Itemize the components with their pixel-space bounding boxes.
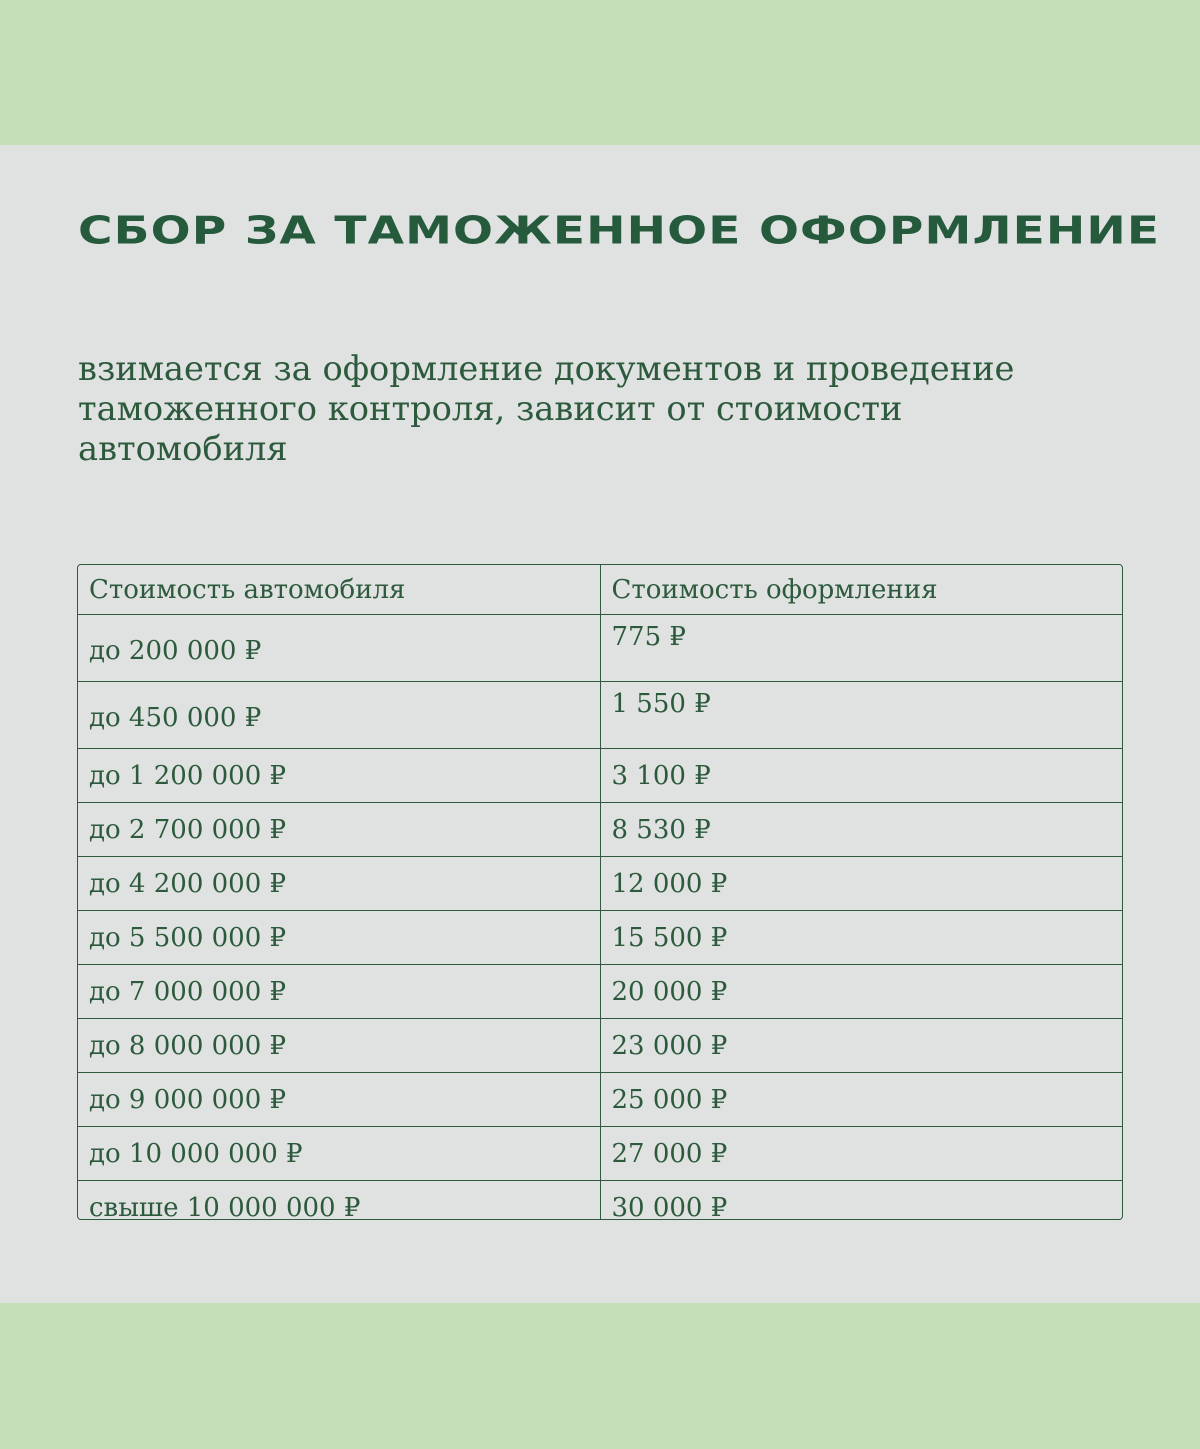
table-row [78,615,1122,682]
fee-cell: 1 550 ₽ [600,682,1122,749]
table-row [78,857,1122,911]
table-row [78,1181,1122,1221]
fee-cell: 20 000 ₽ [600,965,1122,1019]
car-price-cell: свыше 10 000 000 ₽ [78,1181,600,1221]
header-car-price: Стоимость автомобиля [78,565,600,615]
table-row [78,1127,1122,1181]
car-price-cell: до 450 000 ₽ [78,682,600,749]
fee-cell: 3 100 ₽ [600,749,1122,803]
table-header-row [78,565,1122,615]
fee-cell: 8 530 ₽ [600,803,1122,857]
fee-table [78,565,1122,1220]
car-price-cell: до 10 000 000 ₽ [78,1127,600,1181]
bottom-band [0,1303,1200,1449]
car-price-cell: до 8 000 000 ₽ [78,1019,600,1073]
table-row [78,803,1122,857]
table-row [78,682,1122,749]
fee-cell: 12 000 ₽ [600,857,1122,911]
fee-cell: 23 000 ₽ [600,1019,1122,1073]
car-price-cell: до 1 200 000 ₽ [78,749,600,803]
table-row [78,1073,1122,1127]
car-price-cell: до 200 000 ₽ [78,615,600,682]
car-price-cell: до 9 000 000 ₽ [78,1073,600,1127]
table-row [78,1019,1122,1073]
header-fee: Стоимость оформления [600,565,1122,615]
page-title: СБОР ЗА ТАМОЖЕННОЕ ОФОРМЛЕНИЕ [78,207,1161,253]
table-row [78,965,1122,1019]
car-price-cell: до 7 000 000 ₽ [78,965,600,1019]
car-price-cell: до 4 200 000 ₽ [78,857,600,911]
fee-cell: 775 ₽ [600,615,1122,682]
table-row [78,749,1122,803]
page-subtitle: взимается за оформление документов и проведение таможенного контроля, зависит от стоимости автомобиля [78,349,1015,469]
car-price-cell: до 5 500 000 ₽ [78,911,600,965]
fee-cell: 25 000 ₽ [600,1073,1122,1127]
fee-cell: 27 000 ₽ [600,1127,1122,1181]
car-price-cell: до 2 700 000 ₽ [78,803,600,857]
fee-cell: 30 000 ₽ [611,1192,728,1220]
table-row [78,911,1122,965]
top-band [0,0,1200,145]
fee-cell: 15 500 ₽ [600,911,1122,965]
fee-table-container [77,564,1123,1220]
